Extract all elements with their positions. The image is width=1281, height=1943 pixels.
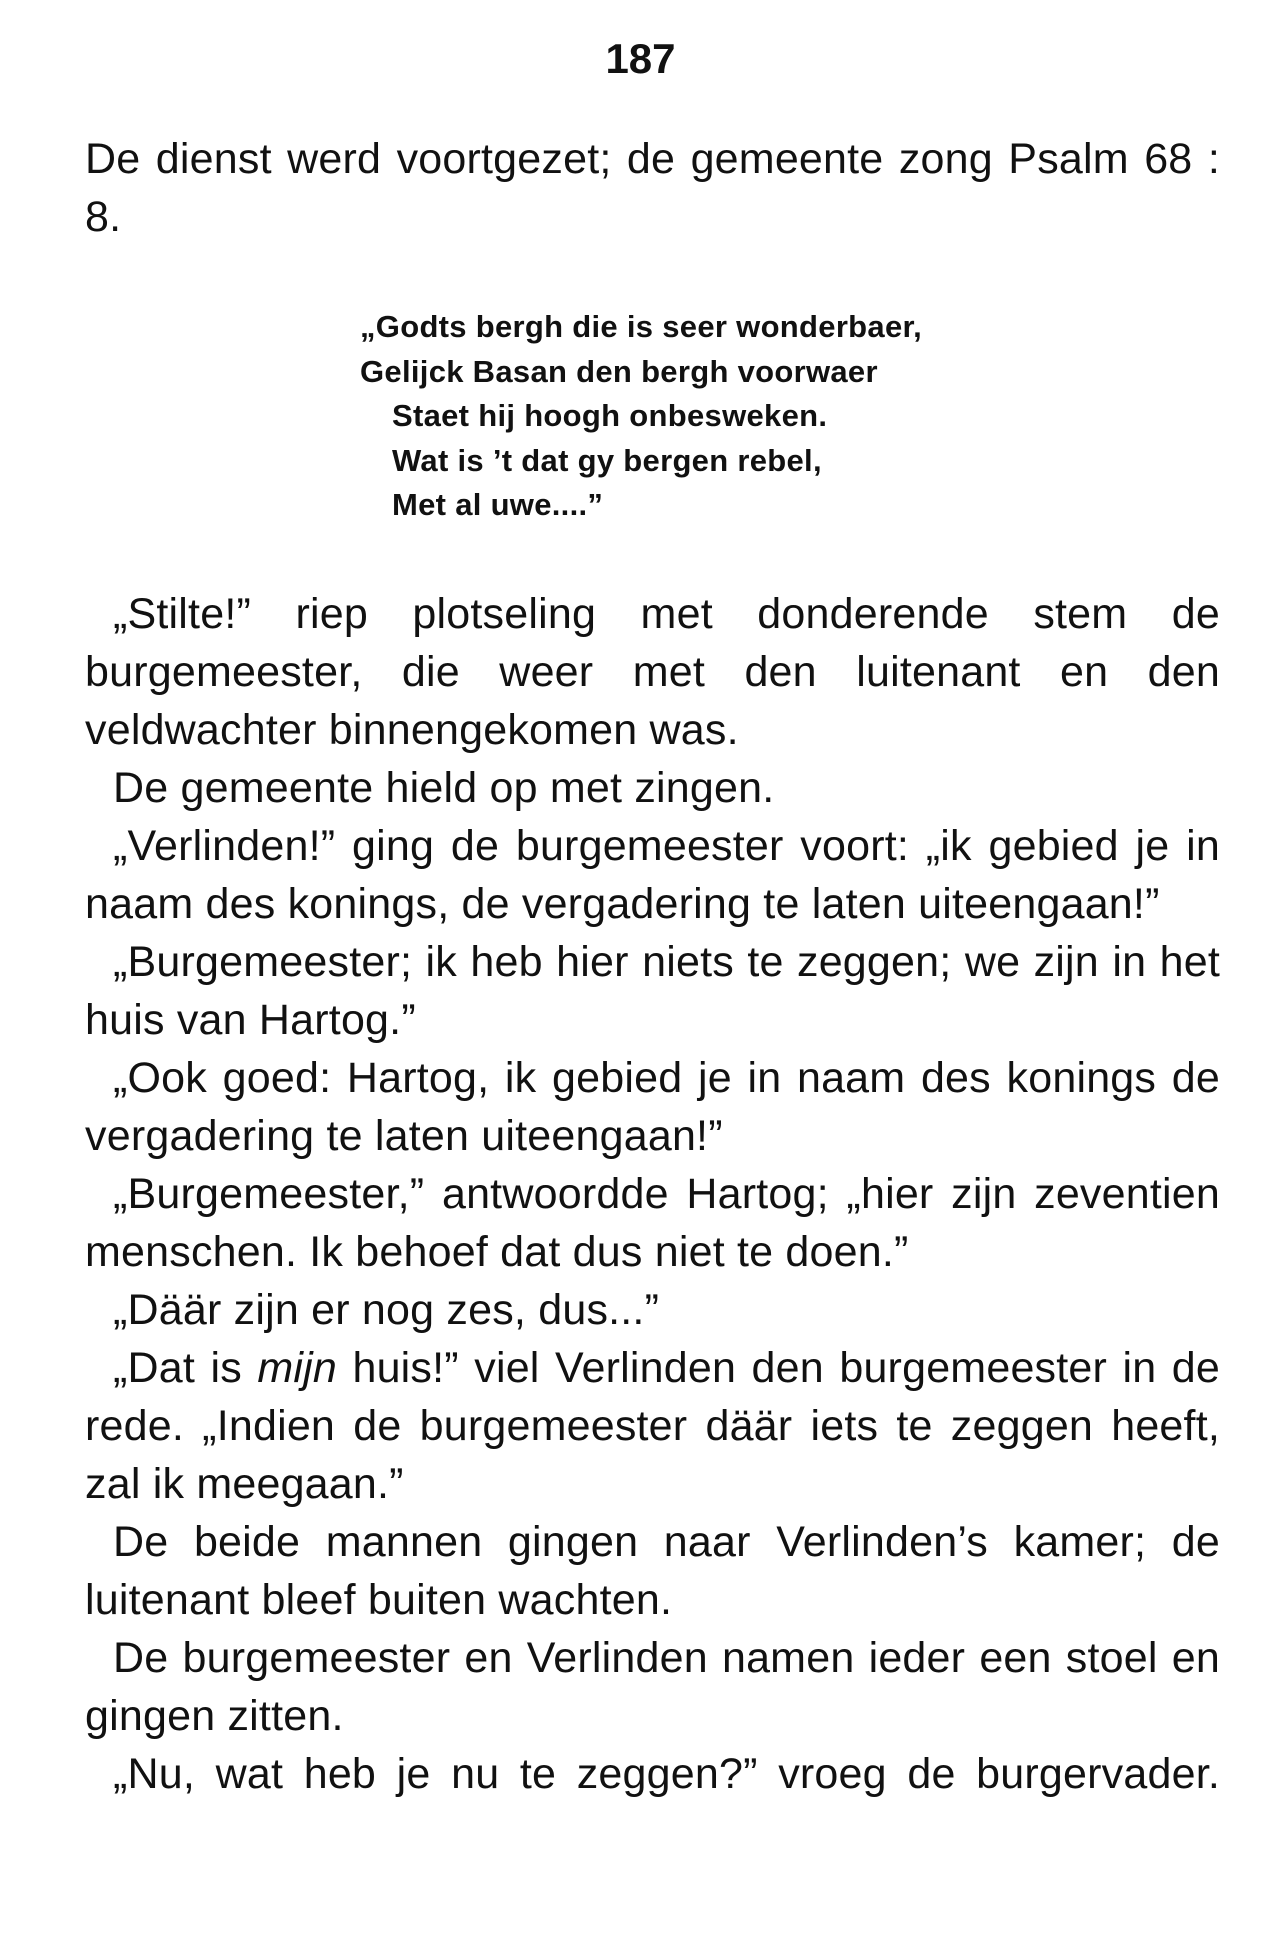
dialogue-section <box>85 585 1220 1803</box>
paragraph: „Burgemeester,” antwoordde Hartog; „hier zijn zeventien menschen. Ik behoef dat dus niet te doen.” <box>85 1170 1220 1276</box>
italic-emphasis: mijn <box>257 1344 338 1392</box>
paragraph: „Nu, wat heb je nu te zeggen?” vroeg de burgervader. <box>113 1750 1220 1798</box>
psalm-quote <box>360 305 922 528</box>
page-number: 187 <box>605 35 676 82</box>
poem-line-1: „Godts bergh die is seer wonderbaer, <box>360 309 923 344</box>
paragraph-part: huis!” viel Verlinden den burgemeester in de rede. „Indien de burgemeester däär iets te zeggen heeft, zal ik meegaan.” <box>85 1344 1221 1508</box>
paragraph-mixed <box>85 1339 1220 1513</box>
poem-line-3: Staet hij hoogh onbesweken. <box>392 398 828 433</box>
paragraph: De gemeente hield op met zingen. <box>113 764 775 812</box>
poem-line-5: Met al uwe....” <box>392 487 604 522</box>
paragraph-part: „Dat is <box>113 1344 258 1392</box>
paragraph: „Däär zijn er nog zes, dus...” <box>113 1286 660 1334</box>
paragraph: „Stilte!” riep plotseling met donderende stem de burgemeester, die weer met den luitenant en den veldwachter binnengekomen was. <box>85 590 1220 754</box>
poem-line-2: Gelijck Basan den bergh voorwaer <box>360 353 878 389</box>
paragraph: „Ook goed: Hartog, ik gebied je in naam des konings de vergadering te laten uiteengaan!” <box>85 1054 1220 1160</box>
intro-text: De dienst werd voortgezet; de gemeente zong Psalm 68 : 8. <box>85 135 1220 241</box>
paragraph: „Burgemeester; ik heb hier niets te zeggen; we zijn in het huis van Hartog.” <box>85 938 1220 1044</box>
paragraph: „Verlinden!” ging de burgemeester voort: „ik gebied je in naam des konings, de vergadering te laten uiteengaan!” <box>85 822 1220 928</box>
paragraph: De beide mannen gingen naar Verlinden’s kamer; de luitenant bleef buiten wachten. <box>85 1518 1220 1624</box>
poem-line-4: Wat is ’t dat gy bergen rebel, <box>392 442 822 478</box>
paragraph: De burgemeester en Verlinden namen ieder een stoel en gingen zitten. <box>85 1634 1220 1740</box>
intro-paragraph <box>85 130 1220 246</box>
